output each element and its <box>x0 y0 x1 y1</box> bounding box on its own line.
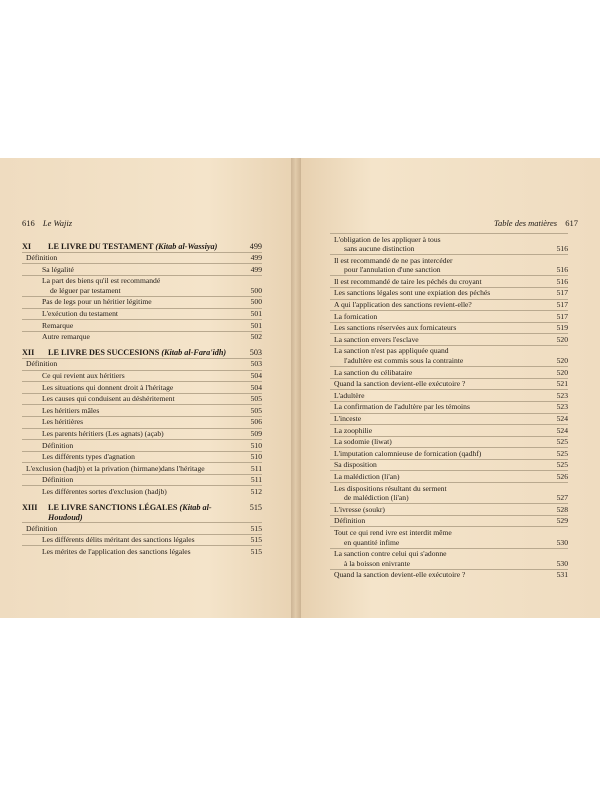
section-page-number: 503 <box>249 348 262 358</box>
toc-entry-page: 517 <box>556 288 568 298</box>
toc-entry-text: Les héritières <box>42 417 84 427</box>
toc-entry-page: 500 <box>250 297 262 307</box>
toc-entry-page: 520 <box>556 334 568 344</box>
toc-entry-text: La sodomie (liwat) <box>334 437 392 447</box>
toc-entry-page: 529 <box>556 516 568 526</box>
toc-entry <box>330 275 568 287</box>
left-table-of-contents <box>22 242 262 557</box>
toc-entry-text: La malédiction (li'an) <box>334 471 400 481</box>
section-subtitle: (Kitab al-Wassiya) <box>155 242 218 251</box>
toc-entry-page: 525 <box>556 448 568 458</box>
toc-entry-page: 504 <box>250 382 262 392</box>
toc-entry-page: 517 <box>556 300 568 310</box>
toc-entry-page: 527 <box>556 493 568 503</box>
toc-entry-page: 515 <box>250 523 262 533</box>
toc-entry-text: Il est recommandé de taire les péchés du croyant <box>334 276 482 286</box>
toc-entry <box>330 287 568 299</box>
toc-entry-text: La fornication <box>334 311 378 321</box>
toc-entry-text: Il est recommandé de ne pas intercéder pour l'annulation d'une sanction <box>330 256 542 275</box>
toc-entry <box>22 358 262 370</box>
toc-entry-text: La sanction envers l'esclave <box>334 334 419 344</box>
toc-entry <box>22 428 262 440</box>
toc-entry-page: 526 <box>556 471 568 481</box>
toc-entry-page: 530 <box>556 537 568 547</box>
toc-entry-page: 528 <box>556 504 568 514</box>
toc-entry-text: Les sanctions réservées aux fornicateurs <box>334 323 457 333</box>
toc-entry-continuation: dans l'héritage <box>160 463 205 473</box>
toc-entry <box>22 252 262 264</box>
section-heading <box>22 242 262 252</box>
toc-entry <box>330 254 568 275</box>
toc-entry-text: Définition <box>26 359 58 369</box>
toc-entry-text: La sanction du célibataire <box>334 367 413 377</box>
toc-entry-text: Définition <box>26 523 58 533</box>
section-subtitle: (Kitab al-Fara'idh) <box>161 348 227 358</box>
toc-entry <box>22 393 262 405</box>
toc-entry-page: 523 <box>556 390 568 400</box>
toc-entry <box>330 233 568 254</box>
toc-entry <box>22 474 262 486</box>
toc-entry-page: 525 <box>556 437 568 447</box>
toc-entry-page: 520 <box>556 367 568 377</box>
toc-entry <box>22 404 262 416</box>
toc-entry <box>22 319 262 331</box>
toc-entry-text: La confirmation de l'adultère par les témoins <box>334 402 470 412</box>
toc-entry-text: L'inceste <box>334 414 362 423</box>
toc-entry-page: 505 <box>250 405 262 415</box>
toc-entry-text: La sanction contre celui qui s'adonne à la boisson enivrante <box>330 549 542 568</box>
toc-entry-page: 515 <box>250 535 262 545</box>
toc-entry-continuation: de léguer par testament <box>50 285 121 295</box>
toc-entry-text: Les dispositions résultant du serment de malédiction (li'an) <box>330 484 542 503</box>
toc-entry <box>330 447 568 459</box>
toc-entry-page: 500 <box>250 285 262 295</box>
toc-entry-continuation: en quantité infime <box>344 537 400 547</box>
section-roman-numeral: XIII <box>22 503 38 513</box>
toc-entry-page: 511 <box>250 463 262 473</box>
toc-entry <box>22 451 262 463</box>
toc-entry-text: L'exécution du testament <box>42 309 119 319</box>
toc-entry <box>22 275 262 296</box>
toc-entry-page: 521 <box>556 379 568 389</box>
toc-entry-page: 501 <box>250 309 262 319</box>
toc-entry <box>330 310 568 322</box>
section-heading <box>22 503 262 522</box>
toc-entry <box>330 333 568 345</box>
toc-entry-text: Quand la sanction devient-elle exécutoire ? <box>334 570 466 580</box>
toc-entry <box>330 459 568 471</box>
toc-entry-text: Les situations qui donnent droit à l'héritage <box>42 382 174 392</box>
toc-entry-text: Sa légalité <box>42 264 74 274</box>
section-subtitle: (Kitab al-Houdoud) <box>48 503 212 522</box>
toc-entry <box>330 378 568 390</box>
toc-entry <box>330 470 568 482</box>
toc-entry-page: 516 <box>556 276 568 286</box>
toc-entry-page: 499 <box>250 264 262 274</box>
toc-entry <box>330 548 568 569</box>
section-title: LE LIVRE DES SUCCESIONS (Kitab al-Fara'idh) <box>48 348 227 358</box>
toc-entry-text: Tout ce qui rend ivre est interdit même en quantité infime <box>330 528 542 547</box>
toc-entry-text: Autre remarque <box>42 332 90 342</box>
toc-entry <box>330 345 568 366</box>
toc-entry-text: A qui l'application des sanctions revient-elle? <box>334 300 472 310</box>
section-roman-numeral: XI <box>22 242 32 251</box>
left-page-header <box>22 218 72 228</box>
toc-entry-text: Définition <box>42 440 74 450</box>
toc-entry <box>330 299 568 311</box>
toc-entry <box>330 482 568 503</box>
toc-entry <box>330 401 568 413</box>
toc-entry <box>22 381 262 393</box>
toc-entry-page: 516 <box>556 244 568 254</box>
toc-entry-text: Les différents types d'agnation <box>42 452 135 462</box>
section-heading <box>22 348 262 358</box>
toc-entry <box>22 439 262 451</box>
toc-entry <box>330 413 568 425</box>
toc-entry <box>330 569 568 581</box>
right-page-number: 617 <box>565 218 578 228</box>
section-page-number: 499 <box>249 242 262 251</box>
toc-entry-text: L'imputation calomnieuse de fornication (qadhf) <box>334 448 482 458</box>
toc-entry <box>22 296 262 308</box>
section-title: LE LIVRE DU TESTAMENT (Kitab al-Wassiya) <box>48 242 218 251</box>
toc-entry-page: 524 <box>556 414 568 423</box>
left-running-title: Le Wajiz <box>42 218 73 228</box>
toc-entry-page: 502 <box>250 332 262 342</box>
toc-entry-text: La sanction n'est pas appliquée quand l'adultère est commis sous la contrainte <box>330 346 542 365</box>
toc-entry-page: 512 <box>250 486 262 496</box>
toc-entry-text: Les parents héritiers (Les agnats) (açab) <box>42 429 164 438</box>
toc-entry <box>22 416 262 428</box>
toc-entry-text: L'adultère <box>334 390 365 400</box>
left-page-number: 616 <box>22 218 35 228</box>
toc-entry-text: L'obligation de les appliquer à tous sans aucune distinction <box>330 235 542 254</box>
toc-entry <box>330 424 568 436</box>
toc-entry-text: La zoophilie <box>334 425 373 435</box>
toc-entry <box>330 389 568 401</box>
toc-entry-page: 524 <box>556 425 568 435</box>
toc-entry-text: Définition <box>26 253 58 263</box>
book-gutter <box>291 158 301 618</box>
toc-entry-page: 505 <box>250 394 262 404</box>
toc-entry-text: Les différentes sortes d'exclusion (hadjb) <box>42 486 167 496</box>
right-running-title: Table des matières <box>494 218 558 228</box>
toc-entry-text: L'exclusion (hadjb) et la privation (hirmane)dans l'héritage <box>26 463 205 473</box>
toc-entry-page: 511 <box>250 475 262 485</box>
toc-entry-text: Les mérites de l'application des sanctions légales <box>42 546 191 556</box>
toc-entry-continuation: de malédiction (li'an) <box>344 493 409 503</box>
toc-entry-text: Définition <box>334 516 366 526</box>
toc-entry-page: 520 <box>556 356 568 366</box>
toc-entry-page: 530 <box>556 558 568 568</box>
toc-entry-page: 509 <box>250 429 262 438</box>
section-page-number: 515 <box>249 503 262 513</box>
toc-entry <box>330 515 568 527</box>
toc-entry-text: Ce qui revient aux héritiers <box>42 371 125 381</box>
toc-entry <box>22 545 262 557</box>
toc-entry <box>330 366 568 378</box>
toc-entry <box>330 526 568 547</box>
toc-entry-page: 523 <box>556 402 568 412</box>
toc-entry-page: 504 <box>250 371 262 381</box>
toc-entry-page: 510 <box>250 452 262 462</box>
toc-entry <box>22 331 262 343</box>
toc-entry-text: Les héritiers mâles <box>42 405 100 415</box>
right-page-header <box>494 218 578 228</box>
toc-entry-page: 506 <box>250 417 262 427</box>
toc-entry-continuation: sans aucune distinction <box>344 244 415 254</box>
toc-entry-page: 519 <box>556 323 568 333</box>
toc-entry-text: L'ivresse (soukr) <box>334 504 385 514</box>
toc-entry-page: 531 <box>556 570 568 580</box>
toc-entry <box>22 263 262 275</box>
toc-entry <box>330 503 568 515</box>
section-roman-numeral: XII <box>22 348 35 358</box>
toc-entry-page: 503 <box>250 359 262 369</box>
toc-entry-page: 517 <box>556 311 568 321</box>
right-table-of-contents <box>330 233 568 580</box>
toc-entry <box>22 485 262 497</box>
toc-entry <box>22 522 262 534</box>
section-title: LE LIVRE SANCTIONS LÉGALES (Kitab al-Houdoud) <box>48 503 212 522</box>
toc-entry-continuation: à la boisson enivrante <box>344 558 411 568</box>
toc-entry-text: Sa disposition <box>334 460 377 470</box>
toc-entry-text: La part des biens qu'il est recommandé de léguer par testament <box>22 276 236 295</box>
toc-entry <box>22 462 262 474</box>
toc-entry <box>22 534 262 546</box>
toc-entry-text: Remarque <box>42 320 74 330</box>
toc-entry-page: 510 <box>250 440 262 450</box>
toc-entry-continuation: pour l'annulation d'une sanction <box>344 265 441 275</box>
toc-entry-text: Les sanctions légales sont une expiation des péchés <box>334 288 491 298</box>
toc-entry-page: 525 <box>556 460 568 470</box>
toc-entry-text: Pas de legs pour un héritier légitime <box>42 297 152 307</box>
toc-entry-page: 501 <box>250 320 262 330</box>
toc-entry-text: Quand la sanction devient-elle exécutoire ? <box>334 379 466 389</box>
toc-entry-page: 499 <box>250 253 262 263</box>
toc-entry-page: 515 <box>250 546 262 556</box>
toc-entry <box>22 308 262 320</box>
toc-entry-text: Les causes qui conduisent au déshéritement <box>42 394 175 404</box>
toc-entry-continuation: l'adultère est commis sous la contrainte <box>344 356 464 366</box>
toc-entry <box>330 436 568 448</box>
toc-entry-text: Les différents délits méritant des sanctions légales <box>42 535 195 545</box>
toc-entry-text: Définition <box>42 475 74 485</box>
toc-entry-page: 516 <box>556 265 568 275</box>
toc-entry <box>330 322 568 334</box>
toc-entry <box>22 370 262 382</box>
